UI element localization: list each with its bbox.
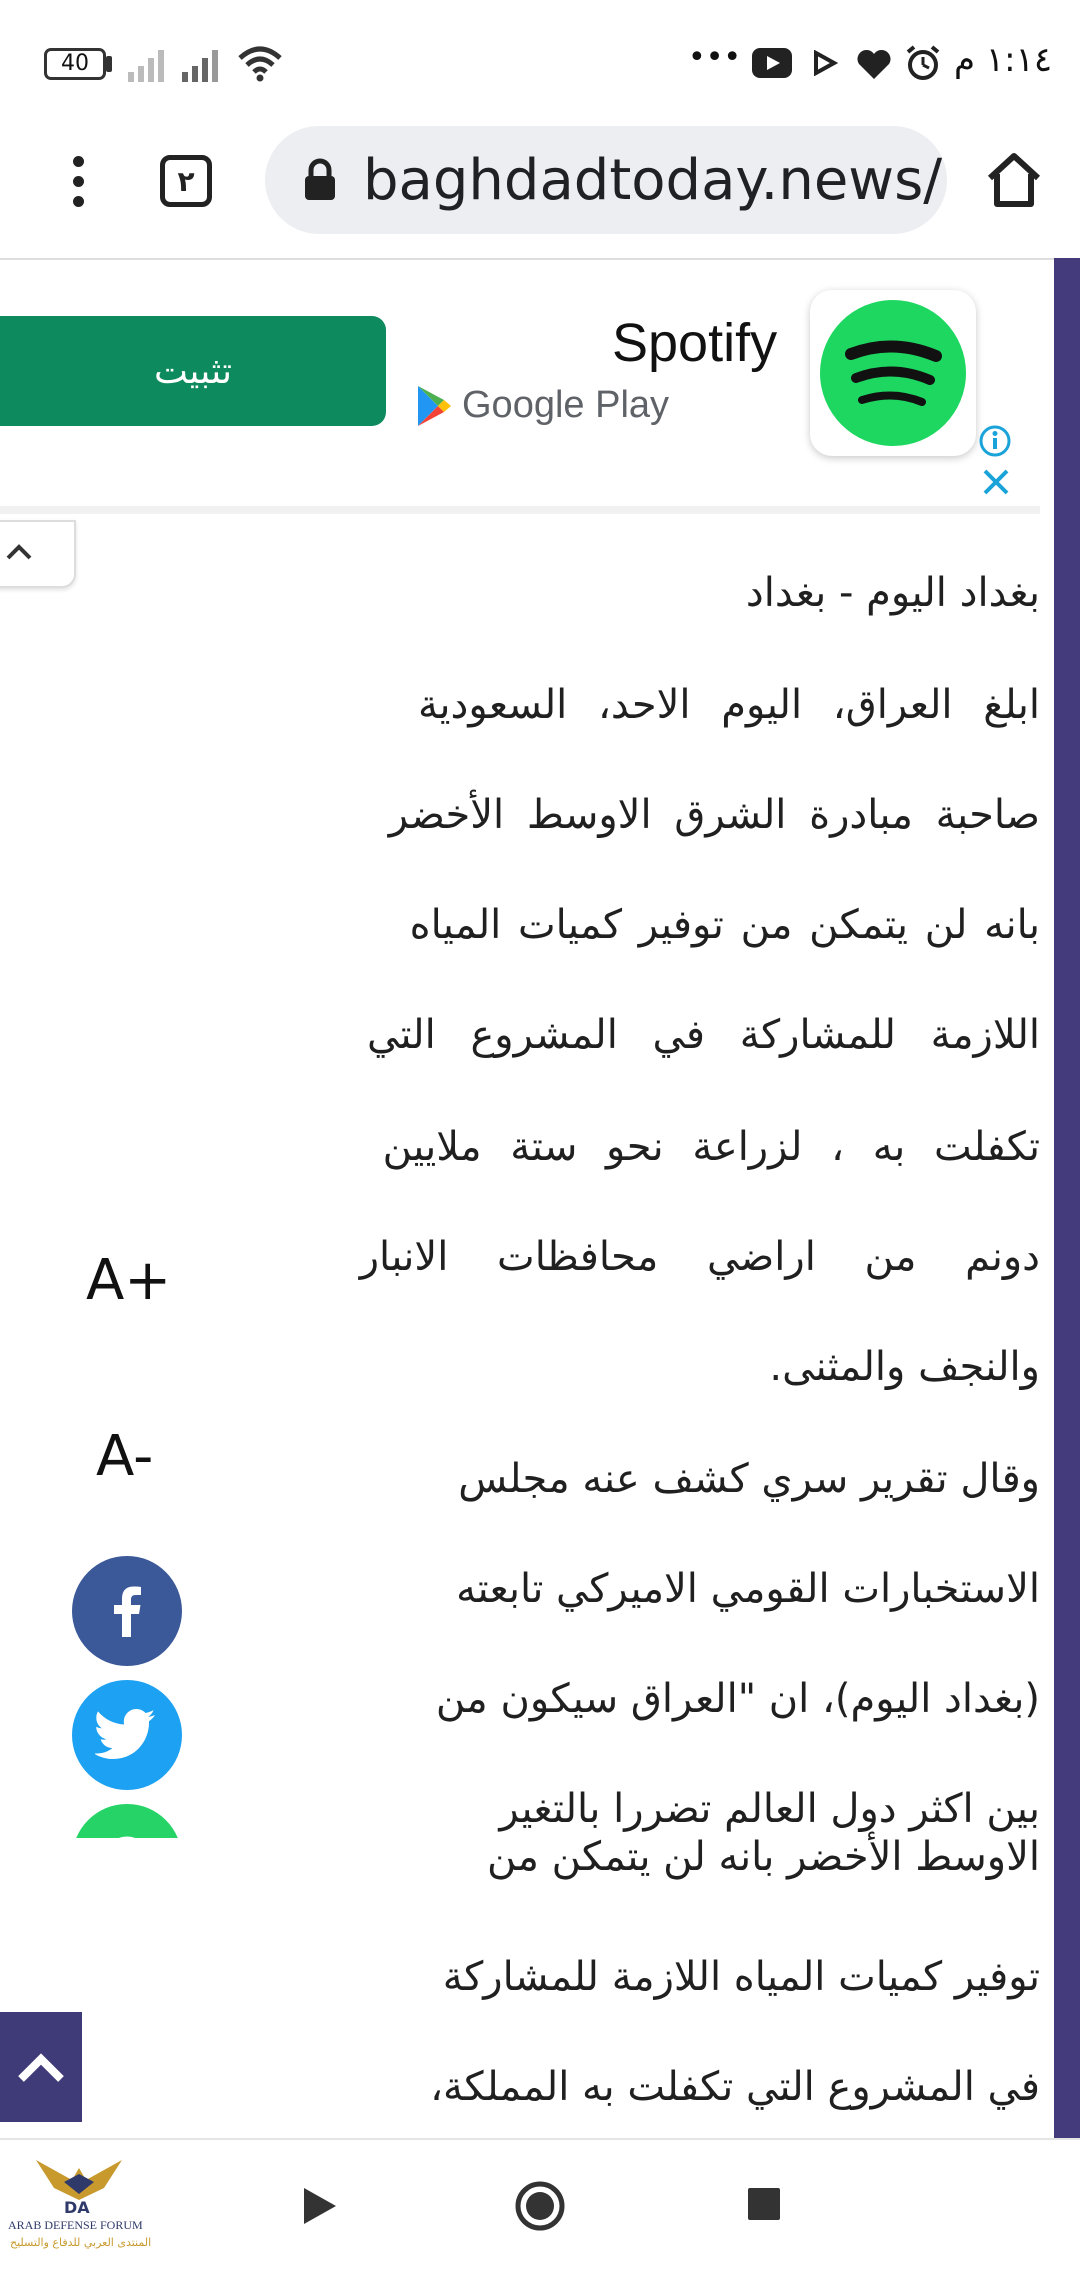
article-line: توفير كميات المياه اللازمة للمشاركة bbox=[442, 1954, 1040, 2000]
spotify-app-icon[interactable] bbox=[810, 290, 976, 456]
ad-banner[interactable] bbox=[0, 260, 1040, 514]
facebook-share-button[interactable] bbox=[72, 1556, 182, 1666]
article-line: بين اكثر دول العالم تضررا بالتغير bbox=[499, 1786, 1040, 1832]
battery-icon bbox=[44, 48, 106, 80]
article-line: في المشروع التي تكفلت به المملكة، bbox=[430, 2064, 1040, 2110]
nav-recents-button[interactable] bbox=[746, 2186, 782, 2222]
twitter-share-button[interactable] bbox=[72, 1680, 182, 1790]
wifi-icon bbox=[236, 44, 284, 82]
watermark-letters: DA bbox=[64, 2198, 90, 2217]
whatsapp-icon bbox=[97, 1829, 157, 1838]
font-decrease-button[interactable]: A- bbox=[96, 1424, 154, 1489]
system-navigation-bar bbox=[0, 2138, 1080, 2272]
whatsapp-share-clip bbox=[72, 1804, 182, 1838]
battery-tip bbox=[106, 56, 112, 72]
watermark-name-ar: المنتدى العربي للدفاع والتسليح bbox=[10, 2236, 152, 2249]
article-line: دونم من اراضي محافظات الانبار bbox=[359, 1234, 1040, 1280]
install-button[interactable]: تثبيت bbox=[0, 316, 386, 426]
url-text: baghdadtoday.news/ bbox=[363, 148, 943, 213]
article-line: اللازمة للمشاركة في المشروع التي bbox=[367, 1012, 1040, 1058]
signal-icon-2 bbox=[180, 46, 224, 82]
font-increase-button[interactable]: A+ bbox=[86, 1248, 172, 1313]
google-play-icon bbox=[416, 384, 452, 428]
twitter-icon bbox=[95, 1708, 159, 1762]
status-time: ١:١٤ م bbox=[954, 40, 1053, 80]
article-line: الاستخبارات القومي الاميركي تابعته bbox=[456, 1566, 1040, 1612]
collapse-ad-button[interactable] bbox=[0, 520, 76, 588]
youtube-icon bbox=[752, 48, 792, 78]
article-line: صاحبة مبادرة الشرق الاوسط الأخضر bbox=[388, 792, 1040, 838]
article-line: بغداد اليوم - بغداد bbox=[745, 570, 1040, 616]
home-icon[interactable] bbox=[984, 150, 1044, 210]
lock-icon bbox=[303, 158, 337, 202]
ad-app-name: Spotify bbox=[612, 313, 778, 373]
ad-store-name: Google Play bbox=[462, 384, 670, 426]
address-bar[interactable] bbox=[265, 126, 947, 234]
ad-info-icon[interactable] bbox=[978, 424, 1012, 458]
more-notifications: ••• bbox=[688, 40, 742, 75]
nav-back-button[interactable] bbox=[300, 2184, 340, 2228]
battery-level: 40 bbox=[61, 51, 89, 76]
signal-icon-1 bbox=[126, 46, 170, 82]
watermark-name: ARAB DEFENSE FORUM bbox=[8, 2218, 143, 2232]
chevron-up-icon bbox=[15, 2047, 67, 2087]
alarm-icon bbox=[904, 44, 942, 82]
article-line: تكفلت به ، لزراعة نحو ستة ملايين bbox=[382, 1124, 1040, 1170]
article-line: الاوسط الأخضر بانه لن يتمكن من bbox=[487, 1834, 1040, 1880]
article-line: بانه لن يتمكن من توفير كميات المياه bbox=[409, 902, 1040, 948]
article-line: (بغداد اليوم)، ان "العراق سيكون من bbox=[435, 1676, 1040, 1722]
ad-close-icon[interactable] bbox=[982, 468, 1010, 496]
spotify-icon bbox=[818, 298, 968, 448]
chevron-up-icon bbox=[4, 536, 34, 566]
menu-icon[interactable] bbox=[64, 152, 92, 212]
back-to-top-button[interactable] bbox=[0, 2012, 82, 2122]
article-line: وقال تقرير سري كشف عنه مجلس bbox=[458, 1456, 1040, 1502]
tab-count: ٢ bbox=[177, 164, 195, 198]
tab-switcher-button[interactable] bbox=[160, 155, 212, 207]
whatsapp-share-button[interactable] bbox=[72, 1804, 182, 1838]
page-scrollbar[interactable] bbox=[1054, 258, 1080, 2138]
status-bar bbox=[0, 0, 1080, 120]
play-notification-icon bbox=[812, 50, 838, 76]
article-line: والنجف والمثنى. bbox=[769, 1344, 1040, 1390]
nav-home-button[interactable] bbox=[514, 2180, 566, 2232]
article-line: ابلغ العراق، اليوم الاحد، السعودية bbox=[417, 682, 1040, 728]
heart-icon bbox=[856, 48, 892, 80]
browser-toolbar bbox=[0, 120, 1080, 260]
forum-watermark bbox=[4, 2154, 154, 2272]
facebook-icon bbox=[97, 1581, 157, 1641]
